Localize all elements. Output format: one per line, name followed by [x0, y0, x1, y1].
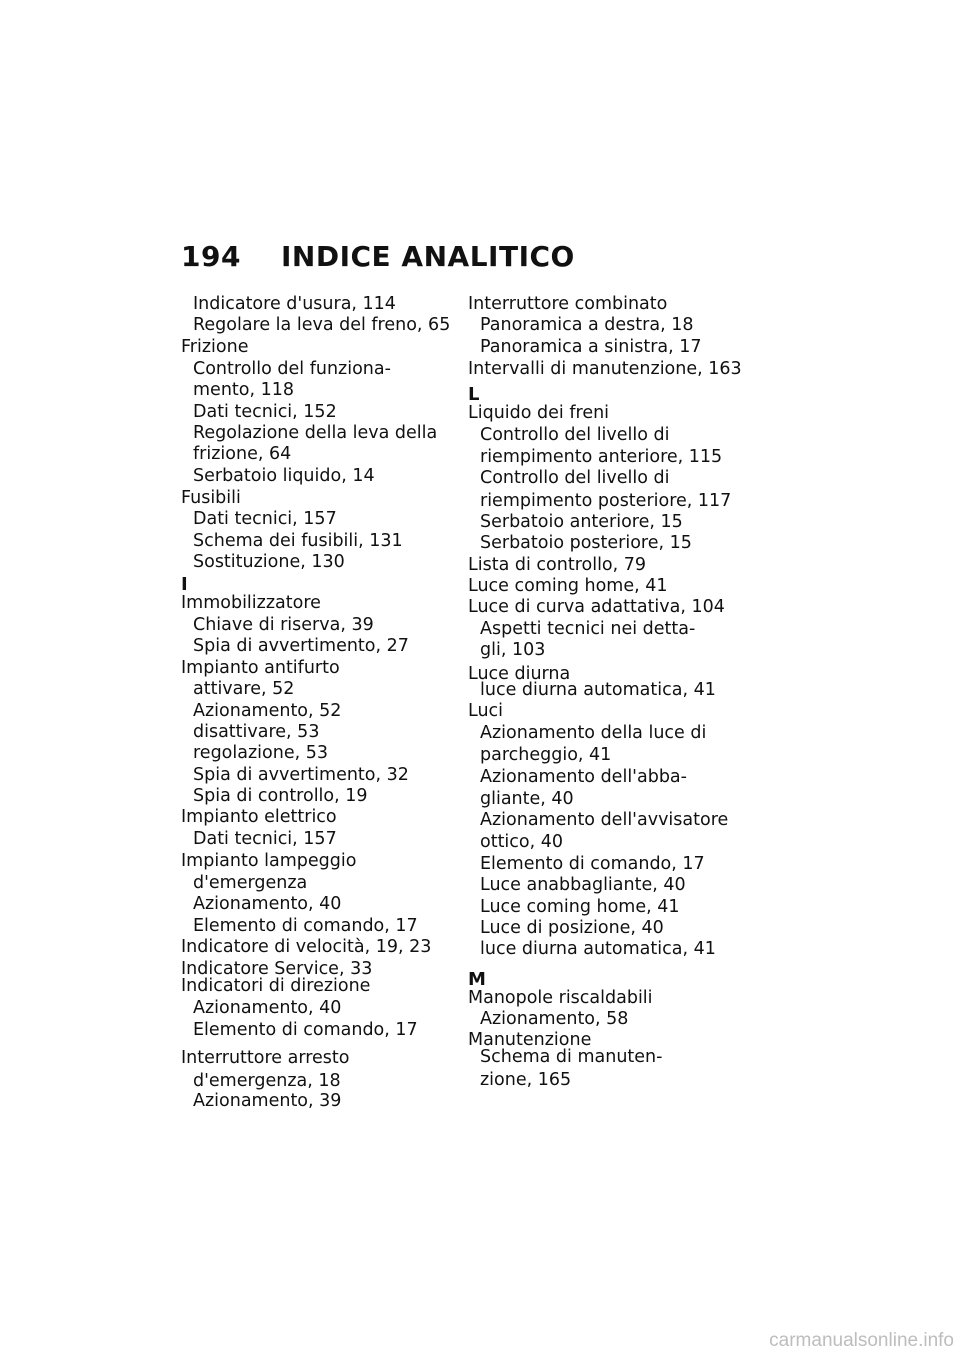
index-entry: Luce di curva adattativa, 104: [468, 597, 725, 617]
index-subentry: Sostituzione, 130: [193, 552, 345, 572]
index-entry: Indicatore di velocità, 19, 23: [181, 937, 432, 957]
index-subentry: Panoramica a destra, 18: [480, 315, 694, 335]
index-subentry: Chiave di riserva, 39: [193, 615, 374, 635]
index-subentry: Luce coming home, 41: [480, 897, 680, 917]
index-subentry: riempimento anteriore, 115: [480, 447, 723, 467]
index-entry: Fusibili: [181, 488, 241, 508]
index-subentry: Serbatoio posteriore, 15: [480, 533, 692, 553]
index-subentry: Regolare la leva del freno, 65: [193, 315, 451, 335]
index-entry: Interruttore arresto: [181, 1048, 350, 1068]
index-subentry: mento, 118: [193, 380, 295, 400]
index-entry: Luce diurna: [468, 664, 571, 684]
index-entry: Intervalli di manutenzione, 163: [468, 359, 742, 379]
index-subentry: Controllo del funziona-: [193, 359, 391, 379]
index-subentry: Spia di avvertimento, 27: [193, 636, 409, 656]
index-subentry: ottico, 40: [480, 832, 564, 852]
index-subentry: Azionamento, 40: [193, 894, 342, 914]
index-subentry: Schema dei fusibili, 131: [193, 531, 403, 551]
index-entry: Lista di controllo, 79: [468, 555, 647, 575]
index-subentry: Regolazione della leva della: [193, 423, 438, 443]
index-subentry: Dati tecnici, 152: [193, 402, 337, 422]
index-subentry: Luce di posizione, 40: [480, 918, 664, 938]
index-entry: Immobilizzatore: [181, 593, 321, 613]
index-subentry: Serbatoio liquido, 14: [193, 466, 375, 486]
index-entry: Manutenzione: [468, 1030, 592, 1050]
index-entry: Manopole riscaldabili: [468, 988, 653, 1008]
index-entry: Impianto elettrico: [181, 807, 337, 827]
index-subentry: Controllo del livello di: [480, 468, 670, 488]
index-subentry: Luce anabbagliante, 40: [480, 875, 686, 895]
footer-watermark: carmanualsonline.info: [769, 1330, 954, 1351]
page-number: 194: [181, 240, 241, 273]
index-subentry: luce diurna automatica, 41: [480, 680, 716, 700]
index-subentry: attivare, 52: [193, 679, 295, 699]
index-subentry: Aspetti tecnici nei detta-: [480, 619, 696, 639]
index-subentry: parcheggio, 41: [480, 745, 612, 765]
page-title: INDICE ANALITICO: [281, 240, 575, 273]
index-letter-heading: L: [468, 384, 480, 405]
index-subentry: frizione, 64: [193, 444, 292, 464]
index-subentry: gli, 103: [480, 640, 546, 660]
index-subentry: disattivare, 53: [193, 722, 320, 742]
index-entry: Liquido dei freni: [468, 403, 610, 423]
index-entry: Luci: [468, 701, 504, 721]
index-entry: Frizione: [181, 337, 249, 357]
index-subentry: Elemento di comando, 17: [193, 916, 418, 936]
index-subentry: Azionamento, 58: [480, 1009, 629, 1029]
index-entry: Indicatore Service, 33: [181, 959, 373, 979]
index-subentry: Dati tecnici, 157: [193, 509, 337, 529]
index-subentry: luce diurna automatica, 41: [480, 939, 716, 959]
index-entry: Interruttore combinato: [468, 294, 668, 314]
index-subentry: gliante, 40: [480, 789, 574, 809]
index-subentry: Panoramica a sinistra, 17: [480, 337, 702, 357]
index-subentry: Indicatore d'usura, 114: [193, 294, 396, 314]
index-subentry: Controllo del livello di: [480, 425, 670, 445]
index-letter-heading: I: [181, 574, 188, 595]
index-subentry: d'emergenza, 18: [193, 1071, 341, 1091]
index-subentry: Elemento di comando, 17: [480, 854, 705, 874]
index-subentry: Azionamento, 52: [193, 701, 342, 721]
index-subentry: zione, 165: [480, 1070, 572, 1090]
index-entry: Impianto lampeggio: [181, 851, 357, 871]
index-subentry: Dati tecnici, 157: [193, 829, 337, 849]
index-entry: Indicatori di direzione: [181, 976, 371, 996]
index-subentry: Azionamento, 40: [193, 998, 342, 1018]
index-entry: Luce coming home, 41: [468, 576, 668, 596]
index-subentry: Spia di controllo, 19: [193, 786, 368, 806]
index-subentry: Azionamento della luce di: [480, 723, 707, 743]
index-subentry: Serbatoio anteriore, 15: [480, 512, 683, 532]
index-subentry: d'emergenza: [193, 873, 308, 893]
index-subentry: riempimento posteriore, 117: [480, 491, 732, 511]
index-subentry: Schema di manuten-: [480, 1047, 663, 1067]
index-subentry: regolazione, 53: [193, 743, 328, 763]
index-letter-heading: M: [468, 969, 486, 990]
index-subentry: Azionamento, 39: [193, 1091, 342, 1112]
index-subentry: Spia di avvertimento, 32: [193, 765, 409, 785]
index-subentry: Elemento di comando, 17: [193, 1020, 418, 1040]
index-entry: Impianto antifurto: [181, 658, 340, 678]
index-subentry: Azionamento dell'abba-: [480, 767, 687, 787]
index-subentry: Azionamento dell'avvisatore: [480, 810, 729, 830]
